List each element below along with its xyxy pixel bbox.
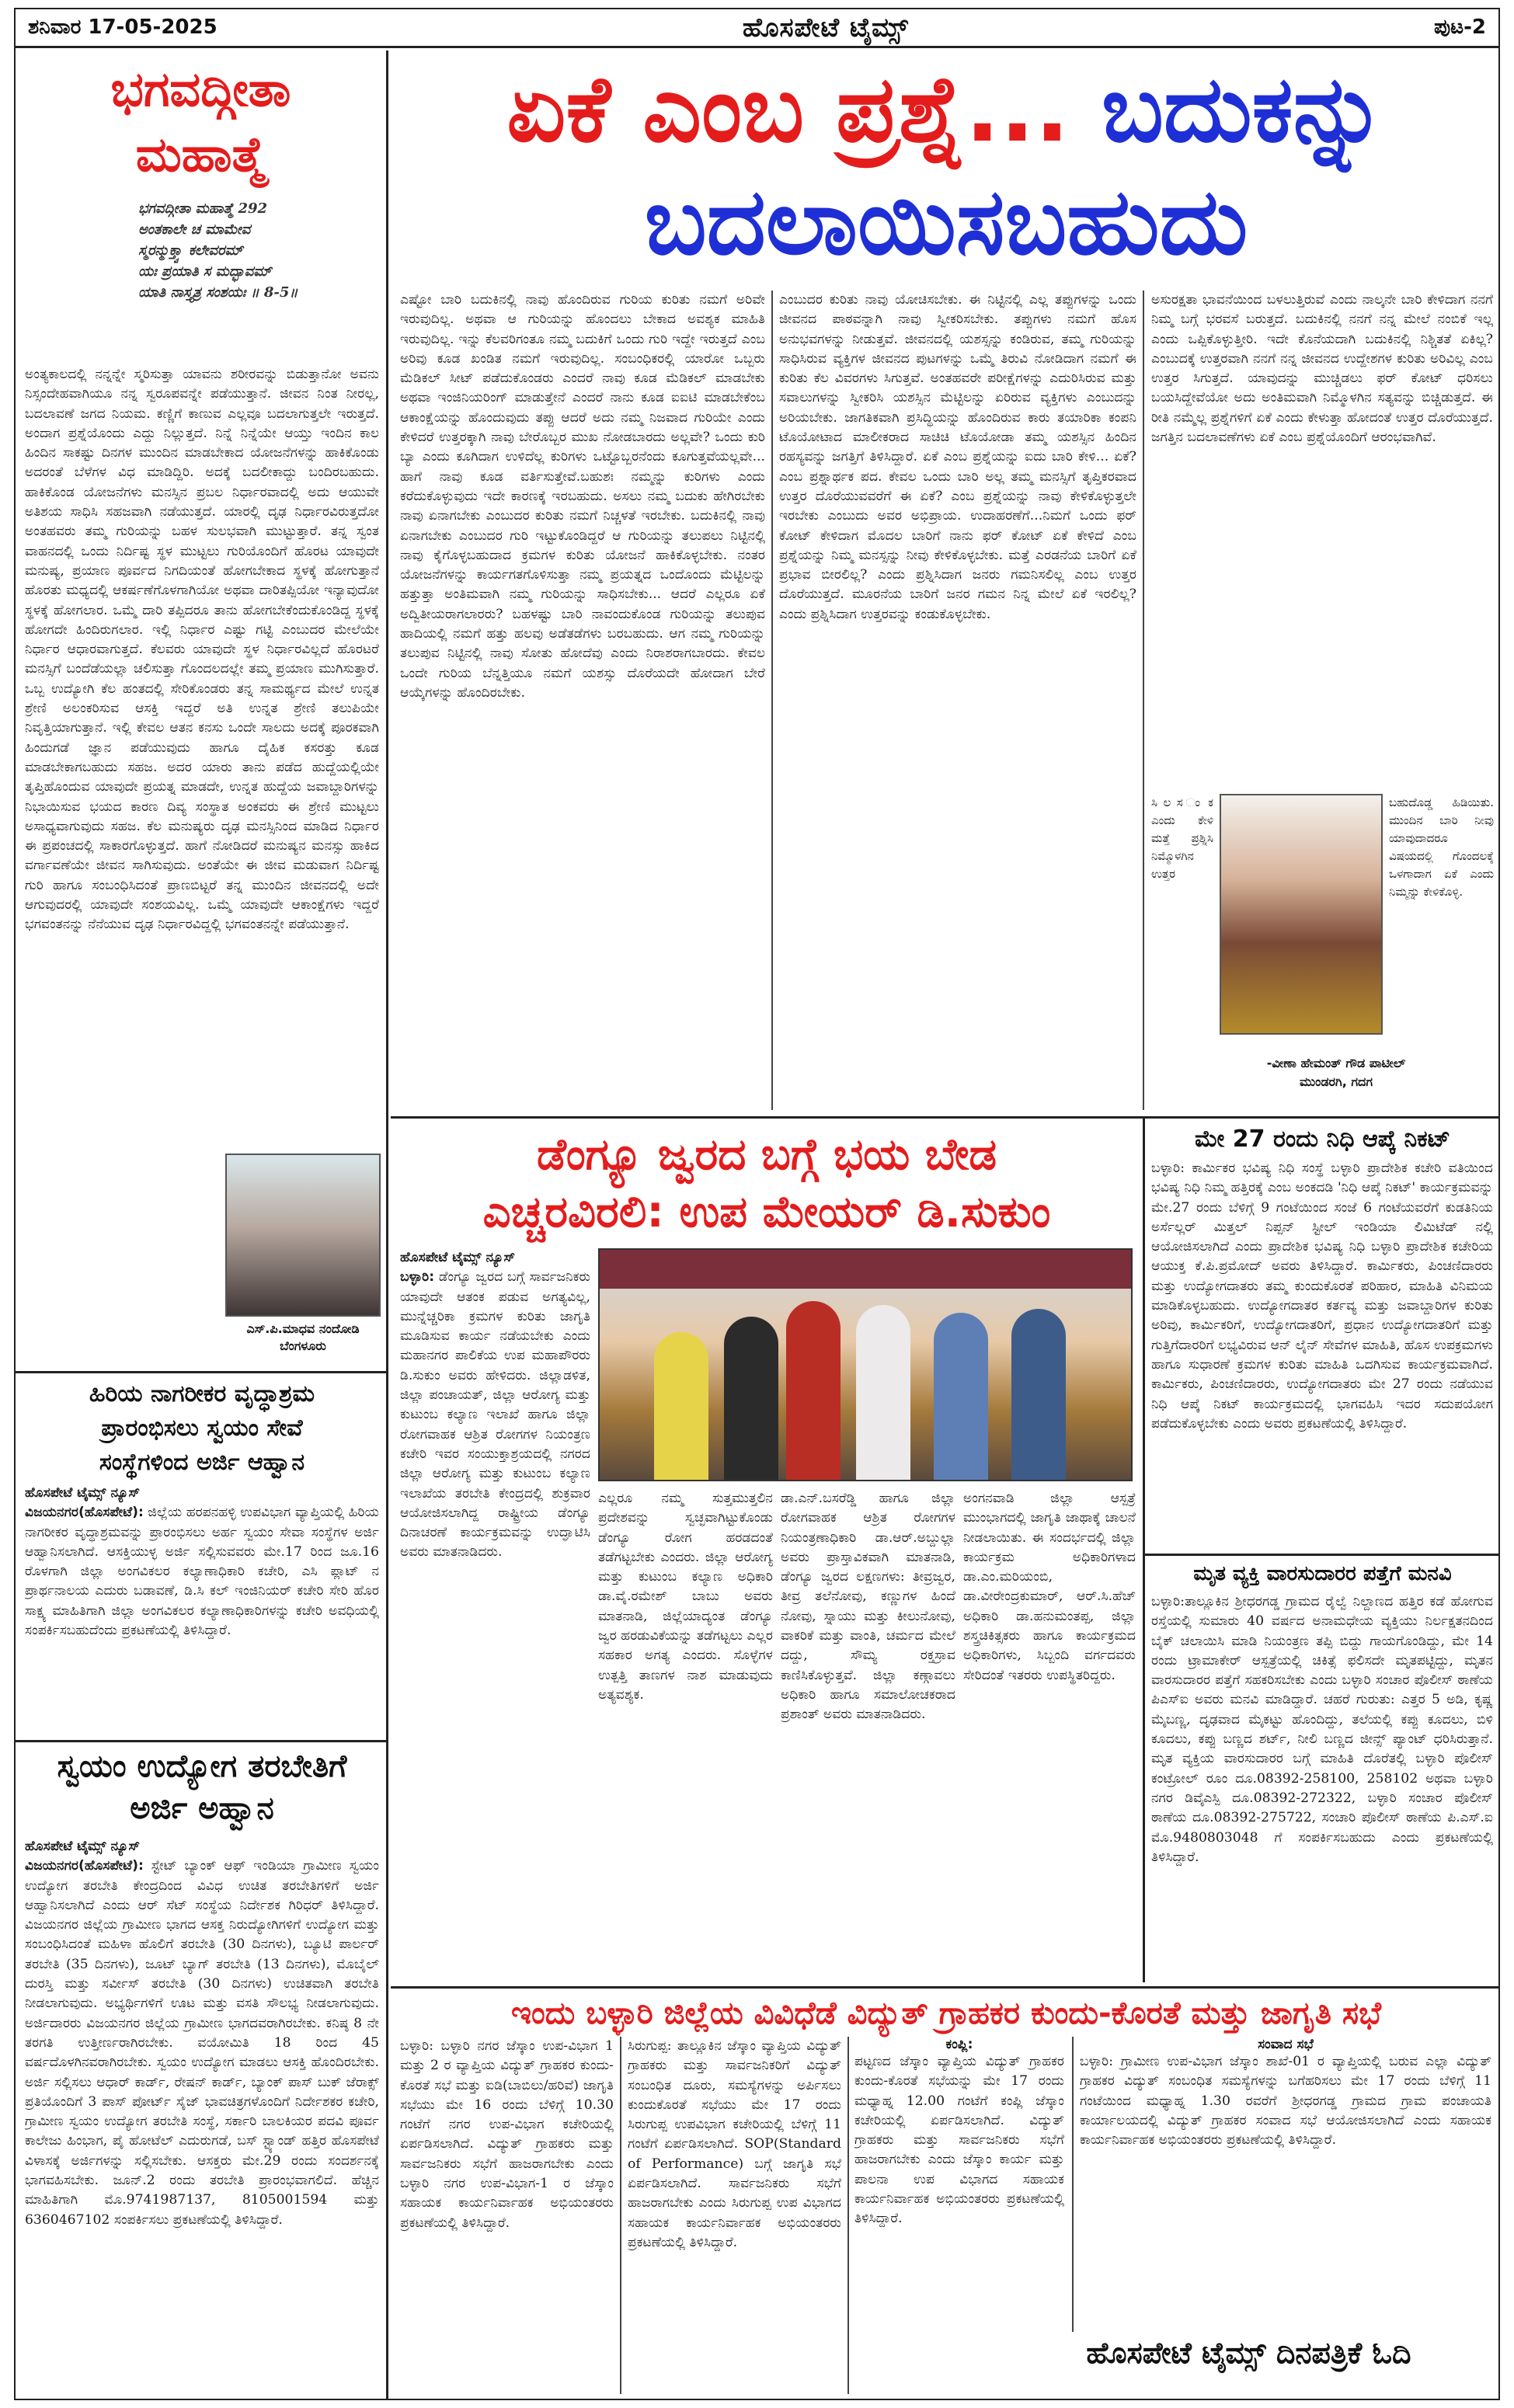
adalat-headline: ಮೇ 27 ರಂದು ನಿಧಿ ಆಪ್ಕೆ ನಿಕಟ್ [1194, 1126, 1451, 1153]
lead-article-col3-narrow-left: ಸಿ ಲ ಸ ಂ ಕ ಎಂದು ಕೇಳಿ ಮತ್ತೆ ಪ್ರಶ್ನಿಸಿ ನಿಮ್ಮೊಳಗಿನ ಉತ್ತರ [1151, 795, 1213, 881]
divider [391, 1986, 1500, 1989]
lead-article-col3: ಅಸುರಕ್ಷತಾ ಭಾವನೆಯಿಂದ ಬಳಲುತ್ತಿರುವೆ ಎಂದು ನಾಲ್ಕನೇ ಬಾರಿ ಕೇಳಿದಾಗ ನನಗೆ ನಿಮ್ಮ ಬಗ್ಗೆ ಭರವಸೆ ಬರುತ್ತದೆ. ಬದುಕಿನಲ್ಲಿ ನನಗೆ ನನ್ನ ಮೇಲೆ ನಂಬಿಕೆ ಇಲ್ಲ ಎಂದು ಒಪ್ಪಿಕೊಳ್ಳುತ್ತೀರಿ. ಇದೇ ಕೊನೆಯದಾಗಿ ಬದುಕಿನಲ್ಲಿ ನಿಶ್ಚಿತತೆ ಏಕಿಲ್ಲ? ಎಂಬುದಕ್ಕೆ ಉತ್ತರವಾಗಿ ನನಗೆ ನನ್ನ ಜೀವನದ ಉದ್ದೇಶಗಳ ಕುರಿತು ಅರಿವಿಲ್ಲ ಎಂಬ ಉತ್ತರ ಸಿಗುತ್ತದೆ. ಯಾವುದನ್ನು ಮುಚ್ಚಿಡಲು ಫರ್ ಕೋಟ್ ಧರಿಸಲು ಬಯಸಿದ್ದೇವೆಯೋ ಅದು ಅಂತಿಮವಾಗಿ ನಿಮ್ಮೊಳಗಿನ ಸತ್ಯವನ್ನು ಬಿಚ್ಚಿಡುತ್ತದೆ. ಈ ರೀತಿ ನಮ್ಮೆಲ್ಲ ಪ್ರಶ್ನೆಗಳಿಗೆ ಏಕೆ ಎಂದು ಕೇಳುತ್ತಾ ಹೋದಂತೆ ಉತ್ತರ ದೊರೆಯುತ್ತದೆ. ಜಗತ್ತಿನ ಬದಲಾವಣೆಗಳು ಏಕೆ ಎಂಬ ಪ್ರಶ್ನೆಯೊಂದಿಗೆ ಆರಂಭವಾಗಿವೆ. [1151, 292, 1493, 446]
issue-date: ಶನಿವಾರ 17-05-2025 [28, 16, 218, 39]
person-figure [1011, 1309, 1066, 1480]
column-rule [1072, 2037, 1074, 2332]
power-col2: ಸಿರುಗುಪ್ಪ: ತಾಲ್ಲೂಕಿನ ಜೆಸ್ಕಾಂ ವ್ಯಾಪ್ತಿಯ ವಿದ್ಯುತ್ ಗ್ರಾಹಕರು ಮತ್ತು ಸಾರ್ವಜನಿಕರಿಗೆ ವಿದ್ಯುತ್ ಸಂಬಂಧಿತ ದೂರು, ಸಮಸ್ಯೆಗಳನ್ನು ಅರ್ಪಿಸಲು ಕುಂದುಕೊರತೆ ಸಭೆಯು ಮೇ 17 ರಂದು ಸಿರುಗುಪ್ಪ ಉಪವಿಭಾಗ ಕಚೇರಿಯಲ್ಲಿ ಬೆಳಿಗ್ಗೆ 11 ಗಂಟೆಗೆ ಏರ್ಪಡಿಸಲಾಗಿದೆ. SOP(Standard of Performance) ಬಗ್ಗೆ ಜಾಗೃತಿ ಸಭೆ ಏರ್ಪಡಿಸಲಾಗಿದೆ. ಸಾರ್ವಜನಿಕರು ಸಭೆಗೆ ಹಾಜರಾಗಬೇಕು ಎಂದು ಸಿರುಗುಪ್ಪ ಉಪ ವಿಭಾಗದ ಸಹಾಯಕ ಕಾರ್ಯನಿರ್ವಾಹಕ ಅಭಿಯಂತರರು ಪ್ರಕಟಣೆಯಲ್ಲಿ ತಿಳಿಸಿದ್ದಾರೆ. [628, 2038, 841, 2250]
column-rule [847, 2037, 849, 2394]
columnist-photo [1220, 794, 1383, 1035]
self-employment-headline: ಸ್ವಯಂ ಉದ್ಯೋಗ ತರಬೇತಿಗೆ ಅರ್ಜಿ ಅಹ್ವಾನ [57, 1749, 347, 1826]
column-rule [620, 2037, 621, 2394]
senior-home-body: ಹೊಸಪೇಟೆ ಟೈಮ್ಸ್ ನ್ಯೂಸ್ ವಿಜಯನಗರ(ಹೊಸಪೇಟೆ): ಜಿಲ್ಲೆಯ ಹರಪನಹಳ್ಳಿ ಉಪವಿಭಾಗ ವ್ಯಾಪ್ತಿಯಲ್ಲಿ ಹಿರಿಯ ನಾಗರೀಕರ ವೃದ್ಧಾಶ್ರಮವನ್ನು ಪ್ರಾರಂಭಿಸಲು ಅರ್ಹ ಸ್ವಯಂ ಸೇವಾ ಸಂಸ್ಥೆಗಳ ಅರ್ಜಿ ಆಹ್ವಾನಿಸಲಾಗಿದೆ. ಆಸಕ್ತಿಯುಳ್ಳ ಅರ್ಜಿ ಸಲ್ಲಿಸುವವರು ಮೇ.17 ರಿಂದ ಜೂ.16 ರೊಳಗಾಗಿ ಜಿಲ್ಲಾ ಅಂಗವಿಕಲರ ಕಲ್ಯಾಣಾಧಿಕಾರಿ ಕಚೇರಿ, ಎಸಿ ಪ್ಲಾಟ್ ನ ಪ್ರಾರ್ಥನಾಲಯ ಎದುರು ಬಡಾವಣೆ, ಡಿ.ಸಿ ಕಲ್ ಇಂಜಿನಿಯರ್ ಕಚೇರಿ ಸೇರಿ ಹೊರ ಸಾಕ್ಷ್ಯ ಮಾಹಿತಿಗಾಗಿ ಜಿಲ್ಲಾ ಅಂಗವಿಕಲರ ಕಲ್ಯಾಣಾಧಿಕಾರಿಗಳನ್ನು ಕಚೇರಿ ಅವಧಿಯಲ್ಲಿ ಸಂಪರ್ಕಿಸಬಹುದೆಂದು ಪ್ರಕಟಣೆಯಲ್ಲಿ ತಿಳಿಸಿದ್ದಾರೆ. [25, 1485, 379, 1639]
event-banner [600, 1250, 1131, 1289]
newspaper-page [14, 8, 1500, 2400]
divider [16, 1740, 388, 1742]
paper-name: ಹೊಸಪೇಟೆ ಟೈಮ್ಸ್ [742, 12, 909, 43]
self-employment-body: ಹೊಸಪೇಟೆ ಟೈಮ್ಸ್ ನ್ಯೂಸ್ ವಿಜಯನಗರ(ಹೊಸಪೇಟೆ): ಸ್ಟೇಟ್ ಬ್ಯಾಂಕ್ ಆಫ್ ಇಂಡಿಯಾ ಗ್ರಾಮೀಣ ಸ್ವಯಂ ಉದ್ಯೋಗ ತರಬೇತಿ ಕೇಂದ್ರದಿಂದ ವಿವಿಧ ಉಚಿತ ತರಬೇತಿಗಳಿಗೆ ಅರ್ಜಿ ಆಹ್ವಾನಿಸಲಾಗಿದೆ ಎಂದು ಆರ್ ಸೆಟ್ ಸಂಸ್ಥೆಯ ನಿರ್ದೇಶಕ ಗಿರಿಧರ್ ತಿಳಿಸಿದ್ದಾರೆ. ವಿಜಯನಗರ ಜಿಲ್ಲೆಯ ಗ್ರಾಮೀಣ ಭಾಗದ ಆಸಕ್ತ ನಿರುದ್ಯೋಗಿಗಳಿಗೆ ಉದ್ಯೋಗ ಮತ್ತು ಸಂಬಂಧಿಸಿದಂತೆ ಮಹಿಳಾ ಹೊಲಿಗೆ ತರಬೇತಿ (30 ದಿನಗಳು), ಬ್ಯೂಟಿ ಪಾರ್ಲರ್ ತರಬೇತಿ (35 ದಿನಗಳು), ಜೂಟ್ ಬ್ಯಾಗ್ ತರಬೇತಿ (13 ದಿನಗಳು), ಮೊಬೈಲ್ ದುರಸ್ತಿ ಮತ್ತು ಸರ್ವೀಸ್ ತರಬೇತಿ (30 ದಿನಗಳು) ಉಚಿತವಾಗಿ ತರಬೇತಿ ನೀಡಲಾಗುವುದು. ಅಭ್ಯರ್ಥಿಗಳಿಗೆ ಊಟ ಮತ್ತು ವಸತಿ ಸೌಲಭ್ಯ ನೀಡಲಾಗುವುದು. ಅರ್ಜಿದಾರರು ವಿಜಯನಗರ ಜಿಲ್ಲೆಯ ಗ್ರಾಮೀಣ ಭಾಗದವರಾಗಿರಬೇಕು. ಕನಿಷ್ಠ 8 ನೇ ತರಗತಿ ಉತ್ತೀರ್ಣರಾಗಿರಬೇಕು. ವಯೋಮಿತಿ 18 ರಿಂದ 45 ವರ್ಷದೊಳಗಿನವರಾಗಿರಬೇಕು. ಸ್ವಯಂ ಉದ್ಯೋಗ ಮಾಡಲು ಆಸಕ್ತಿ ಹೊಂದಿರಬೇಕು. ಅರ್ಜಿ ಸಲ್ಲಿಸಲು ಆಧಾರ್ ಕಾರ್ಡ್, ರೇಷನ್ ಕಾರ್ಡ್, ಬ್ಯಾಂಕ್ ಪಾಸ್ ಬುಕ್ ಜೆರಾಕ್ಸ್ ಪ್ರತಿಯೊಂದಿಗೆ 3 ಪಾಸ್ ಪೋರ್ಟ್ ಸೈಜ್ ಭಾವಚಿತ್ರಗಳೊಂದಿಗೆ ನಿರ್ದೇಶಕರ ಕಚೇರಿ, ಗ್ರಾಮೀಣ ಸ್ವಯಂ ಉದ್ಯೋಗ ತರಬೇತಿ ಸಂಸ್ಥೆ, ಸರ್ಕಾರಿ ಬಾಲಕಿಯರ ಪದವಿ ಪೂರ್ವ ಕಾಲೇಜು ಹಿಂಭಾಗ, ಪೈ ಹೋಟೆಲ್ ಎದುರುಗಡೆ, ಬಸ್ ಸ್ಟ್ಯಾಂಡ್ ಹತ್ತಿರ ಹೊಸಪೇಟೆ ವಿಳಾಸಕ್ಕೆ ಅರ್ಜಿಗಳನ್ನು ಸಲ್ಲಿಸಬೇಕು. ಆಸಕ್ತರು ಮೇ.29 ರಂದು ಸಂದರ್ಶನಕ್ಕೆ ಭಾಗವಹಿಸಬೇಕು. ಜೂನ್.2 ರಂದು ತರಬೇತಿ ಪ್ರಾರಂಭವಾಗಲಿದೆ. ಹೆಚ್ಚಿನ ಮಾಹಿತಿಗಾಗಿ ಮೊ.9741987137, 8105001594 ಮತ್ತು 6360467102 ಸಂಪರ್ಕಿಸಲು ಪ್ರಕಟಣೆಯಲ್ಲಿ ತಿಳಿಸಿದ್ದಾರೆ. [25, 1839, 379, 2228]
footer-tagline: ಹೊಸಪೇಟೆ ಟೈಮ್ಸ್ ದಿನಪತ್ರಿಕೆ ಓದಿ [1086, 2336, 1411, 2370]
divider [1145, 1554, 1500, 1556]
author-photo [225, 1154, 381, 1317]
deceased-body: ಬಳ್ಳಾರಿ:ತಾಲ್ಲೂಕಿನ ಶ್ರೀಧರಗಡ್ಡ ಗ್ರಾಮದ ರೈಲ್ವೆ ನಿಲ್ದಾಣದ ಹತ್ತಿರ ಕಡೆ ಹೋಗುವ ರಸ್ತೆಯಲ್ಲಿ ಸುಮಾರು 40 ವರ್ಷದ ಅನಾಮಧೇಯ ವ್ಯಕ್ತಿಯು ನಿರ್ಲಕ್ಷತನದಿಂದ ಬೈಕ್ ಚಲಾಯಿಸಿ ಮಾಡಿ ನಿಯಂತ್ರಣ ತಪ್ಪಿ ಬಿದ್ದು ಗಾಯಗೊಂಡಿದ್ದು, ಮೇ 14 ರಂದು ಟ್ರಾಮಾಕೇರ್ ಆಸ್ಪತ್ರೆಯಲ್ಲಿ ಚಿಕಿತ್ಸೆ ಫಲಿಸದೇ ಮೃತಪಟ್ಟಿದ್ದು, ಮೃತನ ವಾರಸುದಾರರ ಪತ್ತೆಗೆ ಸಹಕರಿಸಬೇಕು ಎಂದು ಬಳ್ಳಾರಿ ಸಂಚಾರ ಪೊಲೀಸ್ ಠಾಣೆಯ ಪಿಎಸ್ಐ ಅವರು ಮನವಿ ಮಾಡಿದ್ದಾರೆ. ಚಹರೆ ಗುರುತು: ಎತ್ತರ 5 ಅಡಿ, ಕೃಷ್ಣ ಮೈಬಣ್ಣ, ದೃಢವಾದ ಮೈಕಟ್ಟು ಹೊಂದಿದ್ದು, ತಲೆಯಲ್ಲಿ ಕಪ್ಪು ಕೂದಲು, ಬಿಳಿ ಕೂದಲು, ಕಪ್ಪು ಬಣ್ಣದ ಶರ್ಟ್, ನೀಲಿ ಬಣ್ಣದ ಜೀನ್ಸ್ ಪ್ಯಾಂಟ್ ಧರಿಸಿರುತ್ತಾನೆ. ಮೃತ ವ್ಯಕ್ತಿಯ ವಾರಸುದಾರರ ಬಗ್ಗೆ ಮಾಹಿತಿ ದೊರೆತಲ್ಲಿ ಬಳ್ಳಾರಿ ಪೊಲೀಸ್ ಕಂಟ್ರೋಲ್ ರೂಂ ದೂ.08392-258100, 258102 ಅಥವಾ ಬಳ್ಳಾರಿ ನಗರ ಡಿವೈಎಸ್ಪಿ ದೂ.08392-272322, ಬಳ್ಳಾರಿ ಸಂಚಾರ ಪೊಲೀಸ್ ಠಾಣೆಯ ದೂ.08392-275722, ಸಂಚಾರಿ ಪೊಲೀಸ್ ಠಾಣೆಯ ಪಿ.ಎಸ್.ಐ ಮೊ.9480803048 ಗೆ ಸಂಪರ್ಕಿಸಬಹುದು ಎಂದು ಪ್ರಕಟಣೆಯಲ್ಲಿ ತಿಳಿಸಿದ್ದಾರೆ. [1151, 1594, 1493, 1865]
lead-article-col3-narrow-right: ಬಹುದೊಡ್ಡ ಹಿಡಿಯಿತು. ಮುಂದಿನ ಬಾರಿ ನೀವು ಯಾವುದಾದರೂ ವಿಷಯದಲ್ಲಿ ಗೊಂದಲಕ್ಕೆ ಒಳಗಾದಾಗ ಏಕೆ ಎಂದು ನಿಮ್ಮನ್ನು ಕೇಳಿಕೊಳ್ಳಿ. [1389, 795, 1494, 899]
power-col1: ಬಳ್ಳಾರಿ: ಬಳ್ಳಾರಿ ನಗರ ಜೆಸ್ಕಾಂ ಉಪ-ವಿಭಾಗ 1 ಮತ್ತು 2 ರ ವ್ಯಾಪ್ತಿಯ ವಿದ್ಯುತ್ ಗ್ರಾಹಕರ ಕುಂದು-ಕೊರತೆ ಸಭೆ ಮತ್ತು ಐಡಿ(ಬಾಬಿಲು/ಹರಿವೆ) ಜಾಗೃತಿ ಸಭೆಯು ಮೇ 16 ರಂದು ಬೆಳಿಗ್ಗೆ 10.30 ಗಂಟೆಗೆ ನಗರ ಉಪ-ವಿಭಾಗ ಕಚೇರಿಯಲ್ಲಿ ಏರ್ಪಡಿಸಲಾಗಿದೆ. ವಿದ್ಯುತ್ ಗ್ರಾಹಕರು ಮತ್ತು ಸಾರ್ವಜನಿಕರು ಸಭೆಗೆ ಹಾಜರಾಗಬೇಕು ಎಂದು ಬಳ್ಳಾರಿ ನಗರ ಉಪ-ವಿಭಾಗ-1 ರ ಜೆಸ್ಕಾಂ ಸಹಾಯಕ ಕಾರ್ಯನಿರ್ವಾಹಕ ಅಭಿಯಂತರರು ಪ್ರಕಟಣೆಯಲ್ಲಿ ತಿಳಿಸಿದ್ದಾರೆ. [400, 2038, 614, 2231]
column-rule [1143, 291, 1144, 1110]
divider [391, 1116, 1500, 1119]
person-figure [856, 1305, 910, 1480]
deceased-headline: ಮೃತ ವ್ಯಕ್ತಿ ವಾರಸುದಾರರ ಪತ್ತೆಗೆ ಮನವಿ [1193, 1562, 1452, 1585]
adalat-body: ಬಳ್ಳಾರಿ: ಕಾರ್ಮಿಕರ ಭವಿಷ್ಯ ನಿಧಿ ಸಂಸ್ಥೆ ಬಳ್ಳಾರಿ ಪ್ರಾದೇಶಿಕ ಕಚೇರಿ ವತಿಯಿಂದ ಭವಿಷ್ಯ ನಿಧಿ ನಿಮ್ಮ ಹತ್ತಿರಕ್ಕೆ ಎಂಬ ಅಂಕದಡಿ 'ನಿಧಿ ಆಪ್ಕೆ ನಿಕಟ್' ಕಾರ್ಯಕ್ರಮವನ್ನು ಮೇ.27 ರಂದು ಬೆಳಿಗ್ಗೆ 9 ಗಂಟೆಯಿಂದ ಸಂಜೆ 6 ಗಂಟೆಯವರೆಗೆ ಕುಡತಿನಿಯ ಅರ್ಸೆಲ್ಲರ್ ಮಿತ್ತಲ್ ನಿಪ್ಪನ್ ಸ್ಟೀಲ್ ಇಂಡಿಯಾ ಲಿಮಿಟೆಡ್ ನಲ್ಲಿ ಆಯೋಜಿಸಲಾಗಿದೆ ಎಂದು ಪ್ರಾದೇಶಿಕ ಭವಿಷ್ಯ ನಿಧಿ ಬಳ್ಳಾರಿ ಪ್ರಾದೇಶಿಕ ಕಚೇರಿಯ ಆಯುಕ್ತ ಕೆ.ಪಿ.ಪ್ರಮೋದ್ ಅವರು ತಿಳಿಸಿದ್ದಾರೆ. ಕಾರ್ಮಿಕರು, ಪಿಂಚಣಿದಾರರು ಮತ್ತು ಉದ್ಯೋಗದಾತರು ತಮ್ಮ ಕುಂದುಕೊರತೆ ಪರಿಹಾರ, ಮಾಹಿತಿ ವಿನಿಮಯ ಮಾಡಿಕೊಳ್ಳಬಹುದು. ಉದ್ಯೋಗದಾತರ ಕರ್ತವ್ಯ ಮತ್ತು ಜವಾಬ್ದಾರಿಗಳ ಕುರಿತು ಅರಿವು, ಕಾರ್ಮಿಕರಿಗೆ, ಉದ್ಯೋಗದಾತರಿಗೆ, ಪ್ರಧಾನ ಉದ್ಯೋಗದಾತರಿಗೆ ಮತ್ತು ಗುತ್ತಿಗೆದಾರರಿಗೆ ಲಭ್ಯವಿರುವ ಆನ್ ಲೈನ್ ಸೇವೆಗಳ ಮಾಹಿತಿ, ಹೊಸ ಉಪಕ್ರಮಗಳು ಹಾಗೂ ಸುಧಾರಣೆ ಕ್ರಮಗಳ ಕುರಿತು ಮಾಹಿತಿ ಒದಗಿಸುವ ಕಾರ್ಯಕ್ರಮವಾಗಿದೆ. ಕಾರ್ಮಿಕರು, ಪಿಂಚಣಿದಾರರು, ಉದ್ಯೋಗದಾತರು ಮೇ 27 ರಂದು ನಡೆಯುವ ನಿಧಿ ಆಪ್ಕೆ ನಿಕಟ್ ಕಾರ್ಯಕ್ರಮದಲ್ಲಿ ಭಾಗವಹಿಸಿ ಇದರ ಸದುಪಯೋಗ ಪಡೆದುಕೊಳ್ಳಬೇಕು ಎಂದು ಅವರು ಪ್ರಕಟಣೆಯಲ್ಲಿ ತಿಳಿಸಿದ್ದಾರೆ. [1151, 1161, 1493, 1432]
dengue-body-col-a: ಹೊಸಪೇಟೆ ಟೈಮ್ಸ್ ನ್ಯೂಸ್ ಬಳ್ಳಾರಿ: ಡೆಂಗ್ಯೂ ಜ್ವರದ ಬಗ್ಗೆ ಸಾರ್ವಜನಿಕರು ಯಾವುದೇ ಆತಂಕ ಪಡುವ ಅಗತ್ಯವಿಲ್ಲ, ಮುನ್ನೆಚ್ಚರಿಕಾ ಕ್ರಮಗಳ ಕುರಿತು ಜಾಗೃತಿ ಮೂಡಿಸುವ ಕಾರ್ಯ ನಡೆಯಬೇಕು ಎಂದು ಮಹಾನಗರ ಪಾಲಿಕೆಯ ಉಪ ಮಹಾಪೌರರು ಡಿ.ಸುಕುಂ ಅವರು ಹೇಳಿದರು. ಜಿಲ್ಲಾಡಳಿತ, ಜಿಲ್ಲಾ ಪಂಚಾಯತ್, ಜಿಲ್ಲಾ ಆರೋಗ್ಯ ಮತ್ತು ಕುಟುಂಬ ಕಲ್ಯಾಣ ಇಲಾಖೆ ಹಾಗೂ ಜಿಲ್ಲಾ ರೋಗವಾಹಕ ಆಶ್ರಿತ ರೋಗಗಳ ನಿಯಂತ್ರಣ ಕಚೇರಿ ಇವರ ಸಂಯುಕ್ತಾಶ್ರಯದಲ್ಲಿ ನಗರದ ಜಿಲ್ಲಾ ಆರೋಗ್ಯ ಮತ್ತು ಕುಟುಂಬ ಕಲ್ಯಾಣ ಇಲಾಖೆಯ ತರಬೇತಿ ಕೇಂದ್ರದಲ್ಲಿ ಶುಕ್ರವಾರ ಆಯೋಜಿಸಲಾಗಿದ್ದ ರಾಷ್ಟ್ರೀಯ ಡೆಂಗ್ಯೂ ದಿನಾಚರಣೆ ಕಾರ್ಯಕ್ರಮವನ್ನು ಉದ್ಘಾಟಿಸಿ ಅವರು ಮಾತನಾಡಿದರು. [400, 1250, 590, 1561]
gita-shloka: ಭಗವದ್ಗೀತಾ ಮಹಾತ್ಮೆ 292 ಅಂತಕಾಲೇ ಚ ಮಾಮೇವ ಸ್ಮರನ್ಮುಕ್ತ್ವಾ ಕಲೇವರಮ್ ಯಃ ಪ್ರಯಾತಿ ಸ ಮದ್ಭಾವಮ್ ಯಾತಿ ನಾಸ್ತ್ಯತ್ರ ಸಂಶಯಃ ॥ 8-5॥ [138, 200, 298, 301]
masthead [16, 9, 1498, 48]
person-figure [934, 1313, 988, 1480]
page-number: ಪುಟ-2 [1433, 16, 1486, 39]
gita-article-body: ಅಂತ್ಯಕಾಲದಲ್ಲಿ ನನ್ನನ್ನೇ ಸ್ಮರಿಸುತ್ತಾ ಯಾವನು ಶರೀರವನ್ನು ಬಿಡುತ್ತಾನೋ ಅವನು ನಿಸ್ಸಂದೇಹವಾಗಿಯೂ ನನ್ನ ಸ್ವರೂಪವನ್ನೇ ಪಡೆಯುತ್ತಾನೆ. ಜೀವನ ನಿಂತ ನೀರಲ್ಲ, ಬದಲಾವಣೆ ಜಗದ ನಿಯಮ. ಕಣ್ಣಿಗೆ ಕಾಣುವ ಎಲ್ಲವೂ ಬದಲಾಗುತ್ತಲೇ ಇರುತ್ತದೆ. ಅಂದಾಗ ಪ್ರಶ್ನೆಯೊಂದು ಎದ್ದು ನಿಲ್ಲುತ್ತದೆ. ನಿನ್ನೆ ನಿನ್ನೆಯೇ ಆಯ್ತು ಇಂದಿನ ಕಾಲ ಹಿಂದಿನ ಸಾಕಷ್ಟು ದಿನಗಳ ಮುಂದಿನ ಮಾಡಬೇಕಾದ ಯೋಜನೆಗಳನ್ನು ಹಾಕಿಕೊಂಡು ಅದರಂತೆ ಬೆಳೆಗಳ ವಿಧ ಮಾಡಿದ್ದಿರಿ. ಅದಕ್ಕೆ ಬದಲೀಕಾದ್ದು ಬಂದಿರಬಹುದು. ಹಾಕಿಕೊಂಡ ಯೋಜನೆಗಳು ಮನಸ್ಸಿನ ಪ್ರಬಲ ನಿರ್ಧಾರವಾದಲ್ಲಿ ಅದು ಆಯುವೇ ಅತಿಶಯ ಸಾಧಿಸಿ ಸಹಜವಾಗಿ ನಡೆಯುತ್ತದೆ. ಯಾರಲ್ಲಿ ದೃಢ ನಿರ್ಧಾರವಿರುತ್ತದೋ ಅಂತಹವರು ತಮ್ಮ ಗುರಿಯನ್ನು ಬಹಳ ಸುಲಭವಾಗಿ ಮುಟ್ಟುತ್ತಾರೆ. ತನ್ನ ಸ್ವಂತ ವಾಹನದಲ್ಲಿ ಒಂದು ನಿರ್ದಿಷ್ಟ ಸ್ಥಳ ಮುಟ್ಟಲು ಗುರಿಯೊಂದಿಗೆ ಹೊರಟ ಯಾವುದೇ ಮನುಷ್ಯ, ಪ್ರಯಾಣ ಪೂರ್ವದ ನಿಗದಿಯಂತೆ ಹೋಗಬೇಕಾದ ಸ್ಥಳಕ್ಕೆ ಹೋಗುತ್ತಾನೆ ಹೊರತು ಮಧ್ಯದಲ್ಲಿ ಆಕರ್ಷಣೆಗೊಳಗಾಗಿಯೋ ಅಥವಾ ದಾರಿತಪ್ಪಿಯೋ ಇನ್ಯಾವುದೋ ಸ್ಥಳಕ್ಕೆ ಹೋಗಲಾರ. ಒಮ್ಮೆ ದಾರಿ ತಪ್ಪಿದರೂ ತಾನು ಹೋಗಬೇಕೆಂದುಕೊಂಡಿದ್ದ ಸ್ಥಳಕ್ಕೆ ಹೋಗದೇ ಹಿಂದಿರುಗಲಾರ. ಇಲ್ಲಿ ನಿರ್ಧಾರ ಎಷ್ಟು ಗಟ್ಟಿ ಎಂಬುದರ ಮೇಲೆಯೇ ನಿರ್ಧಾರ ಆಧಾರವಾಗುತ್ತದೆ. ಕೆಲವರು ಯಾವುದೇ ಸ್ಥಳ ನಿರ್ಧಾರವಿಲ್ಲದೆ ಹೊರಟರೆ ಮನಸ್ಸಿಗೆ ಬಂದೆಡೆಯಲ್ಲಾ ಚಲಿಸುತ್ತಾ ಗೊಂದಲದಲ್ಲೇ ತಮ್ಮ ಪ್ರಯಾಣ ಮುಗಿಸುತ್ತಾರೆ. ಒಬ್ಬ ಉದ್ಯೋಗಿ ಕೆಲ ಹಂತದಲ್ಲಿ ಸೇರಿಕೊಂಡರು ತನ್ನ ಸಾಮರ್ಥ್ಯದ ಮೇಲೆ ಉನ್ನತ ಶ್ರೇಣಿ ಅಲಂಕರಿಸುವ ಆಸಕ್ತಿ ಇದ್ದರೆ ಅತಿ ಉನ್ನತ ಶ್ರೇಣಿ ತಲುಪಿಯೇ ನಿವೃತ್ತಿಯಾಗುತ್ತಾನೆ. ಇಲ್ಲಿ ಕೇವಲ ಆತನ ಕನಸು ಒಂದೇ ಸಾಲದು ಅದಕ್ಕೆ ಪೂರಕವಾಗಿ ಹಿಂದುಗಡೆ ಜ್ಞಾನ ಪಡೆಯುವುದು ಹಾಗೂ ದೈಹಿಕ ಕಸರತ್ತು ಕೂಡ ಮಾಡಬೇಕಾಗಬಹುದು ಸಹಜ. ಅದರ ಯಾರು ತಾನು ಪಡೆದ ಹುದ್ದೆಯಲ್ಲಿಯೇ ತೃಪ್ತಿಹೊಂದುವ ಯಾವುದೇ ಪ್ರಯತ್ನ ಮಾಡದೇ, ಉನ್ನತ ಹುದ್ದೆಯ ಜವಾಬ್ದಾರಿಗಳನ್ನು ನಿಭಾಯಿಸುವ ಭಯದ ಕಾರಣ ದಿವ್ಯ ಸಂಸ್ಥಾತ ಅಂಕವರು ಈ ಶ್ರೇಣಿ ಮುಟ್ಟಲು ಅಸಾಧ್ಯವಾಗುವುದು ಸಹಜ. ಕೆಲ ಮನುಷ್ಯರು ದೃಢ ಮನಸ್ಸಿನಿಂದ ಮಾಡಿದ ನಿರ್ಧಾರ ಈ ಪ್ರಪಂಚದಲ್ಲಿ ಸಾಕಾರಗೊಳ್ಳುತ್ತದೆ. ಹಾಗೆ ನೋಡಿದರೆ ಮನುಷ್ಯನ ಮನಸ್ಸು ಹಾಕಿದ ವರ್ಗಾವಣೆಯೇ ಜೀವನ ಸಾಗಿಸುವುದು. ಅಂತೆಯೇ ಈ ಜೀವ ಮಡುವಾಗ ನಿರ್ದಿಷ್ಟ ಗುರಿ ಹಾಗೂ ಸಂಬಂಧಿಸಿದಂತೆ ಪ್ರಾಣಬಿಟ್ಟರೆ ತನ್ನ ಮುಂದಿನ ಜೀವನದಲ್ಲಿ ಅದೇ ಆಗುವುದರಲ್ಲಿ ಯಾವುದೇ ಸಂಶಯವಿಲ್ಲ. ಒಮ್ಮೆ ಯಾವುದೇ ಆಕಾಂಕ್ಷೆಗಳು ಇದ್ದರೆ ಭಗವಂತನನ್ನು ನೆನೆಯುವ ದೃಢ ನಿರ್ಧಾರವಿದ್ದಲ್ಲಿ ಭಗವಂತನನ್ನೇ ಪಡೆಯುತ್ತಾನೆ. [25, 367, 379, 933]
lead-article-col2: ಎಂಬುದರ ಕುರಿತು ನಾವು ಯೋಚಿಸಬೇಕು. ಈ ನಿಟ್ಟಿನಲ್ಲಿ ಎಲ್ಲ ತಪ್ಪುಗಳನ್ನು ಒಂದು ಜೀವನದ ಪಾಠವನ್ನಾಗಿ ನಾವು ಸ್ವೀಕರಿಸಬೇಕು. ತಪ್ಪುಗಳು ನಮಗೆ ಹೊಸ ಅನುಭವಗಳನ್ನು ನೀಡುತ್ತವೆ. ಜೀವನದಲ್ಲಿ ಯಶಸ್ಸನ್ನು ಕಂಡಿರುವ, ತಮ್ಮ ಗುರಿಯನ್ನು ಸಾಧಿಸಿರುವ ವ್ಯಕ್ತಿಗಳ ಜೀವನದ ಪುಟಗಳನ್ನು ಒಮ್ಮೆ ತಿರುವಿ ನೋಡಿದಾಗ ನಮಗೆ ಈ ಕುರಿತು ಕೆಲ ವಿವರಗಳು ಸಿಗುತ್ತವೆ. ಅಂತಹವರೇ ಪರೀಕ್ಷೆಗಳನ್ನು ಎದುರಿಸಿರುವ ಮತ್ತು ಸವಾಲುಗಳನ್ನು ಸ್ವೀಕರಿಸಿ ಯಶಸ್ಸಿನ ಮೆಟ್ಟಿಲನ್ನು ಏರಿರುವ ವ್ಯಕ್ತಿಗಳು ಎಂಬುದನ್ನು ಅರಿಯಬೇಕು. ಜಾಗತಿಕವಾಗಿ ಪ್ರಸಿದ್ಧಿಯನ್ನು ಹೊಂದಿರುವ ಕಾರು ತಯಾರಿಕಾ ಕಂಪನಿ ಟೊಯೋಟಾದ ಮಾಲೀಕರಾದ ಸಾಚಿಚಿ ಟೊಯೋಡಾ ತಮ್ಮ ಯಶಸ್ಸಿನ ಹಿಂದಿನ ರಹಸ್ಯವನ್ನು ಜಗತ್ತಿಗೆ ತಿಳಿಸಿದ್ದಾರೆ. ಏಕೆ ಎಂಬ ಪ್ರಶ್ನೆಯನ್ನು ಐದು ಬಾರಿ ಕೇಳಿ... ಏಕೆ? ಎಂಬ ಪ್ರಶ್ನಾರ್ಥಕ ಪದ. ಕೇವಲ ಒಂದು ಬಾರಿ ಅಲ್ಲ ತಮ್ಮ ಮನಸ್ಸಿಗೆ ತೃಪ್ತಿಕರವಾದ ಉತ್ತರ ದೊರೆಯುವವರೆಗೆ ಈ ಏಕೆ? ಎಂಬ ಪ್ರಶ್ನೆಯನ್ನು ನಾವು ಕೇಳಿಕೊಳ್ಳುತ್ತಲೇ ಇರಬೇಕು ಎಂಬುದು ಅವರ ಅಭಿಪ್ರಾಯ. ಉದಾಹರಣೆಗೆ...ನಿಮಗೆ ಒಂದು ಫರ್ ಕೋಟ್ ಕೇಳಿದಾಗ ಮೊದಲ ಬಾರಿಗೆ ನಾನು ಫರ್ ಕೋಟ್ ಏಕೆ ಕೇಳಿದೆ ಎಂಬ ಪ್ರಶ್ನೆಯನ್ನು ನಿಮ್ಮ ಮನಸ್ಸನ್ನು ನೀವು ಕೇಳಿಕೊಳ್ಳಬೇಕು. ಮತ್ತೆ ಎರಡನೆಯ ಬಾರಿಗೆ ಏಕೆ ಪ್ರಭಾವ ಬೀರಲಿಲ್ಲ? ಎಂದು ಪ್ರಶ್ನಿಸಿದಾಗ ಜನರು ಗಮನಿಸಲಿಲ್ಲ ಎಂಬ ಉತ್ತರ ದೊರೆಯುತ್ತದೆ. ಮೂರನೆಯ ಬಾರಿಗೆ ಜನರ ಗಮನ ನಿನ್ನ ಮೇಲೆ ಏಕೆ ಇರಲಿಲ್ಲ? ಎಂದು ಪ್ರಶ್ನಿಸಿದಾಗ ಉತ್ತರವನ್ನು ಕಂಡುಕೊಳ್ಳಬೇಕು. [779, 292, 1136, 622]
power-col4: ಸಂವಾದ ಸಭೆ ಬಳ್ಳಾರಿ: ಗ್ರಾಮೀಣ ಉಪ-ವಿಭಾಗ ಜೆಸ್ಕಾಂ ಶಾಖೆ-01 ರ ವ್ಯಾಪ್ತಿಯಲ್ಲಿ ಬರುವ ಎಲ್ಲಾ ವಿದ್ಯುತ್ ಗ್ರಾಹಕರ ವಿದ್ಯುತ್ ಸಂಬಂಧಿತ ಸಮಸ್ಯೆಗಳನ್ನು ಬಗೆಹರಿಸಲು ಮೇ 17 ರಂದು ಬೆಳಿಗ್ಗೆ 11 ಗಂಟೆಯಿಂದ ಮಧ್ಯಾಹ್ನ 1.30 ರವರೆಗೆ ಶ್ರೀಧರಗಡ್ಡ ಗ್ರಾಮದ ಗ್ರಾಮ ಪಂಚಾಯತಿ ಕಾರ್ಯಾಲಯದಲ್ಲಿ ವಿದ್ಯುತ್ ಗ್ರಾಹಕರ ಸಂವಾದ ಸಭೆ ಆಯೋಜಿಸಲಾಗಿದೆ ಎಂದು ಸಹಾಯಕ ಕಾರ್ಯನಿರ್ವಾಹಕ ಅಭಿಯಂತರರು ಪ್ರಕಟಣೆಯಲ್ಲಿ ತಿಳಿಸಿದ್ದಾರೆ. [1080, 2037, 1491, 2149]
dengue-event-photo [598, 1248, 1133, 1481]
author-caption: ಎಸ್.ಪಿ.ಮಾಧವ ನಂದೋಡಿ ಬೆಂಗಳೂರು [246, 1321, 360, 1353]
lead-article-col1: ಎಷ್ಟೋ ಬಾರಿ ಬದುಕಿನಲ್ಲಿ ನಾವು ಹೊಂದಿರುವ ಗುರಿಯ ಕುರಿತು ನಮಗೆ ಅರಿವೇ ಇರುವುದಿಲ್ಲ. ಅಥವಾ ಆ ಗುರಿಯನ್ನು ಹೊಂದಲು ಬೇಕಾದ ಅವಶ್ಯಕ ಮಾಹಿತಿ ಇರುವುದಿಲ್ಲ. ಇನ್ನು ಕೆಲವರಿಗಂತೂ ನಮ್ಮ ಬದುಕಿಗೆ ಒಂದು ಗುರಿ ಇದ್ದೇ ಇರುತ್ತದೆ ಎಂಬ ಅರಿವು ಕೂಡ ಖಂಡಿತ ನಮಗೆ ಇರುವುದಿಲ್ಲ. ಸಂಬಂಧಿಕರಲ್ಲಿ ಯಾರೋ ಒಬ್ಬರು ಮೆಡಿಕಲ್ ಸೀಟ್ ಪಡೆದುಕೊಂಡರು ಎಂದರೆ ನಾವು ಕೂಡ ಮೆಡಿಕಲ್ ಮಾಡಬೇಕು ಅಥವಾ ಇಂಜಿನಿಯರಿಂಗ್ ಮಾಡುತ್ತೇನೆ ಎಂದರೆ ನಾನು ಕೂಡ ಐಐಟಿ ಮಾಡಬೇಕೆಂಬ ಆಕಾಂಕ್ಷೆಯನ್ನು ಹೊಂದುವುದು ತಪ್ಪು ಆದರೆ ಅದು ನಮ್ಮ ನಿಜವಾದ ಗುರಿಯೇ ಎಂದು ಕೇಳಿದರೆ ಉತ್ತರಕ್ಕಾಗಿ ನಾವು ಬೇರೊಬ್ಬರ ಮುಖ ನೋಡಬಾರದು ಅಲ್ಲವೇ? ಒಂದು ಕುರಿ ಬ್ಯಾ ಎಂದು ಕೂಗಿದಾಗ ಉಳಿದೆಲ್ಲ ಕುರಿಗಳು ಒಟ್ಟೊಬ್ಬರನೆಂದು ಕೂಗುತ್ತವೆಯಲ್ಲವೇ... ಹಾಗೆ ನಾವು ಕೂಡ ವರ್ತಿಸುತ್ತೇವೆ.ಬಹುಶಃ ನಮ್ಮನ್ನು ಕುರಿಗಳು ಎಂದು ಕರೆದುಕೊಳ್ಳುವುದು ಇದೇ ಕಾರಣಕ್ಕೆ ಇರಬಹುದು. ಅಸಲು ನಮ್ಮ ಬದುಕು ಹೇಗಿರಬೇಕು ನಾವು ಏನಾಗಬೇಕು ಎಂಬುದರ ಕುರಿತು ನಮಗೆ ನಿಚ್ಚಳತೆ ಇರಬೇಕು. ಬದುಕಿನಲ್ಲಿ ನಾವು ಏನಾಗಬೇಕು ಎಂಬುದರ ಗುರಿ ಇಟ್ಟುಕೊಂಡಿದ್ದರೆ ಆ ಗುರಿಯನ್ನು ತಲುಪಲು ನಿಟ್ಟಿನಲ್ಲಿ ನಾವು ಕೈಗೊಳ್ಳಬಹುದಾದ ಕ್ರಮಗಳ ಕುರಿತು ಯೋಜನೆ ಹಾಕಿಕೊಳ್ಳಬೇಕು. ನಂತರ ಯೋಜನೆಗಳನ್ನು ಕಾರ್ಯಗತಗೊಳಿಸುತ್ತಾ ನಮ್ಮ ಪ್ರಯತ್ನದ ಒಂದೊಂದು ಮೆಟ್ಟಿಲನ್ನು ಹತ್ತುತ್ತಾ ಅಂತಿಮವಾಗಿ ನಮ್ಮ ಗುರಿಯನ್ನು ಸಾಧಿಸಬೇಕು... ಆದರೆ ಎಲ್ಲರೂ ಏಕೆ ಅದ್ವಿತೀಯರಾಗಲಾರರು? ಬಹಳಷ್ಟು ಬಾರಿ ನಾವಂದುಕೊಂಡ ಗುರಿಯನ್ನು ತಲುಪುವ ಹಾದಿಯಲ್ಲಿ ನಮಗೆ ಹತ್ತು ಹಲವು ಅಡೆತಡೆಗಳು ಬರಬಹುದು. ಆಗ ನಮ್ಮ ಗುರಿಯನ್ನು ತಲುಪುವ ನಿಟ್ಟಿನಲ್ಲಿ ನಾವು ಸೋತು ಹೋದೆವು ಎಂದು ನಿರಾಶರಾಗಬಾರದು. ಕೇವಲ ಒಂದೇ ಗುರಿಯ ಬೆನ್ನತ್ತಿಯೂ ನಮಗೆ ಯಶಸ್ಸು ದೊರೆಯದೇ ಹೋದಾಗ ಬೇರೆ ಆಯ್ಕೆಗಳನ್ನು ಹೊಂದಿರಬೇಕು. [400, 292, 765, 701]
person-figure [654, 1332, 708, 1480]
power-col3: ಕಂಪ್ಲಿ: ಪಟ್ಟಣದ ಜೆಸ್ಕಾಂ ವ್ಯಾಪ್ತಿಯ ವಿದ್ಯುತ್ ಗ್ರಾಹಕರ ಕುಂದು-ಕೊರತೆ ಸಭೆಯನ್ನು ಮೇ 17 ರಂದು ಮಧ್ಯಾಹ್ನ 12.00 ಗಂಟೆಗೆ ಕಂಪ್ಲಿ ಜೆಸ್ಕಾಂ ಕಚೇರಿಯಲ್ಲಿ ಏರ್ಪಡಿಸಲಾಗಿದೆ. ವಿದ್ಯುತ್ ಗ್ರಾಹಕರು ಮತ್ತು ಸಾರ್ವಜನಿಕರು ಸಭೆಗೆ ಹಾಜರಾಗಬೇಕು ಎಂದು ಜೆಸ್ಕಾಂ ಕಾರ್ಯ ಮತ್ತು ಪಾಲನಾ ಉಪ ವಿಭಾಗದ ಸಹಾಯಕ ಕಾರ್ಯನಿರ್ವಾಹಕ ಅಭಿಯಂತರರು ಪ್ರಕಟಣೆಯಲ್ಲಿ ತಿಳಿಸಿದ್ದಾರೆ. [854, 2037, 1064, 2227]
person-figure [786, 1301, 841, 1480]
dengue-body-col-b: ಎಲ್ಲರೂ ನಮ್ಮ ಸುತ್ತಮುತ್ತಲಿನ ಪ್ರದೇಶವನ್ನು ಸ್ವಚ್ಛವಾಗಿಟ್ಟುಕೊಂಡು ಡೆಂಗ್ಯೂ ರೋಗ ಹರಡದಂತೆ ತಡೆಗಟ್ಟಬೇಕು ಎಂದರು. ಜಿಲ್ಲಾ ಆರೋಗ್ಯ ಮತ್ತು ಕುಟುಂಬ ಕಲ್ಯಾಣ ಅಧಿಕಾರಿ ಡಾ.ವೈ.ರಮೇಶ್ ಬಾಬು ಅವರು ಮಾತನಾಡಿ, ಜಿಲ್ಲೆಯಾದ್ಯಂತ ಡೆಂಗ್ಯೂ ಜ್ವರ ಹರಡುವಿಕೆಯನ್ನು ತಡೆಗಟ್ಟಲು ಎಲ್ಲರ ಸಹಕಾರ ಅಗತ್ಯ ಎಂದರು. ಸೊಳ್ಳೆಗಳ ಉತ್ಪತ್ತಿ ತಾಣಗಳ ನಾಶ ಮಾಡುವುದು ಅತ್ಯವಶ್ಯಕ. [598, 1491, 773, 1703]
divider [16, 1371, 388, 1373]
columnist-caption: -ವೀಣಾ ಹೇಮಂತ್ ಗೌಡ ಪಾಟೀಲ್ ಮುಂಡರಗಿ, ಗದಗ [1266, 1056, 1406, 1089]
left-column [16, 50, 388, 2400]
gita-title: ಭಗವದ್ಗೀತಾ ಮಹಾತ್ಮೆ [110, 61, 291, 183]
divider [1143, 1116, 1145, 1982]
lead-headline: ಏಕೆ ಎಂಬ ಪ್ರಶ್ನೆ... ಬದುಕನ್ನು ಬದಲಾಯಿಸಬಹುದು [506, 55, 1386, 275]
senior-home-headline: ಹಿರಿಯ ನಾಗರೀಕರ ವೃದ್ಧಾಶ್ರಮ ಪ್ರಾರಂಭಿಸಲು ಸ್ವಯಂ ಸೇವೆ ಸಂಸ್ಥೆಗಳಿಂದ ಅರ್ಜಿ ಆಹ್ವಾನ [89, 1380, 315, 1476]
dengue-headline: ಡೆಂಗ್ಯೂ ಜ್ವರದ ಬಗ್ಗೆ ಭಯ ಬೇಡ ಎಚ್ಚರವಿರಲಿ: ಉಪ ಮೇಯರ್ ಡಿ.ಸುಕುಂ [482, 1129, 1051, 1237]
dengue-body-col-d: ಅಂಗನವಾಡಿ ಜಿಲ್ಲಾ ಆಸ್ಪತ್ರೆ ಮುಂಭಾಗದಲ್ಲಿ ಜಾಗೃತಿ ಜಾಥಾಕ್ಕೆ ಚಾಲನೆ ನೀಡಲಾಯಿತು. ಈ ಸಂದರ್ಭದಲ್ಲಿ ಜಿಲ್ಲಾ ಕಾರ್ಯಕ್ರಮ ಅಧಿಕಾರಿಗಳಾದ ಡಾ.ಎಂ.ಮರಿಯಂಬಿ, ಡಾ.ವೀರೇಂದ್ರಕುಮಾರ್, ಆರ್.ಸಿ.ಹೆಚ್ ಅಧಿಕಾರಿ ಡಾ.ಹನುಮಂತಪ್ಪ, ಜಿಲ್ಲಾ ಶಸ್ತ್ರಚಿಕಿತ್ಸಕರು ಹಾಗೂ ಕಾರ್ಯಕ್ರಮದ ಅಧಿಕಾರಿಗಳು, ಸಿಬ್ಬಂದಿ ವರ್ಗದವರು ಸೇರಿದಂತೆ ಇತರರು ಉಪಸ್ಥಿತರಿದ್ದರು. [963, 1491, 1136, 1683]
dengue-body-col-c: ಡಾ.ಎನ್.ಬಸರೆಡ್ಡಿ ಹಾಗೂ ಜಿಲ್ಲಾ ರೋಗವಾಹಕ ಆಶ್ರಿತ ರೋಗಗಳ ನಿಯಂತ್ರಣಾಧಿಕಾರಿ ಡಾ.ಆರ್.ಅಬ್ದುಲ್ಲಾ ಅವರು ಪ್ರಾಸ್ತಾವಿಕವಾಗಿ ಮಾತನಾಡಿ, ಡೆಂಗ್ಯೂ ಜ್ವರದ ಲಕ್ಷಣಗಳು: ತೀವ್ರಜ್ವರ, ತೀವ್ರ ತಲೆನೋವು, ಕಣ್ಣುಗಳ ಹಿಂದೆ ನೋವು, ಸ್ನಾಯು ಮತ್ತು ಕೀಲುನೋವು, ವಾಕರಿಕೆ ಮತ್ತು ವಾಂತಿ, ಚರ್ಮದ ಮೇಲೆ ದದ್ದು, ಸೌಮ್ಯ ರಕ್ತಸ್ರಾವ ಕಾಣಿಸಿಕೊಳ್ಳುತ್ತವೆ. ಜಿಲ್ಲಾ ಕಣ್ಗಾವಲು ಅಧಿಕಾರಿ ಹಾಗೂ ಸಮಾಲೋಚಕರಾದ ಪ್ರಶಾಂತ್ ಅವರು ಮಾತನಾಡಿದರು. [781, 1491, 955, 1723]
column-rule [771, 291, 773, 1110]
power-headline: ಇಂದು ಬಳ್ಳಾರಿ ಜಿಲ್ಲೆಯ ವಿವಿಧೆಡೆ ವಿದ್ಯುತ್ ಗ್ರಾಹಕರ ಕುಂದು-ಕೊರತೆ ಮತ್ತು ಜಾಗೃತಿ ಸಭೆ [510, 1996, 1381, 2031]
person-figure [724, 1317, 778, 1480]
